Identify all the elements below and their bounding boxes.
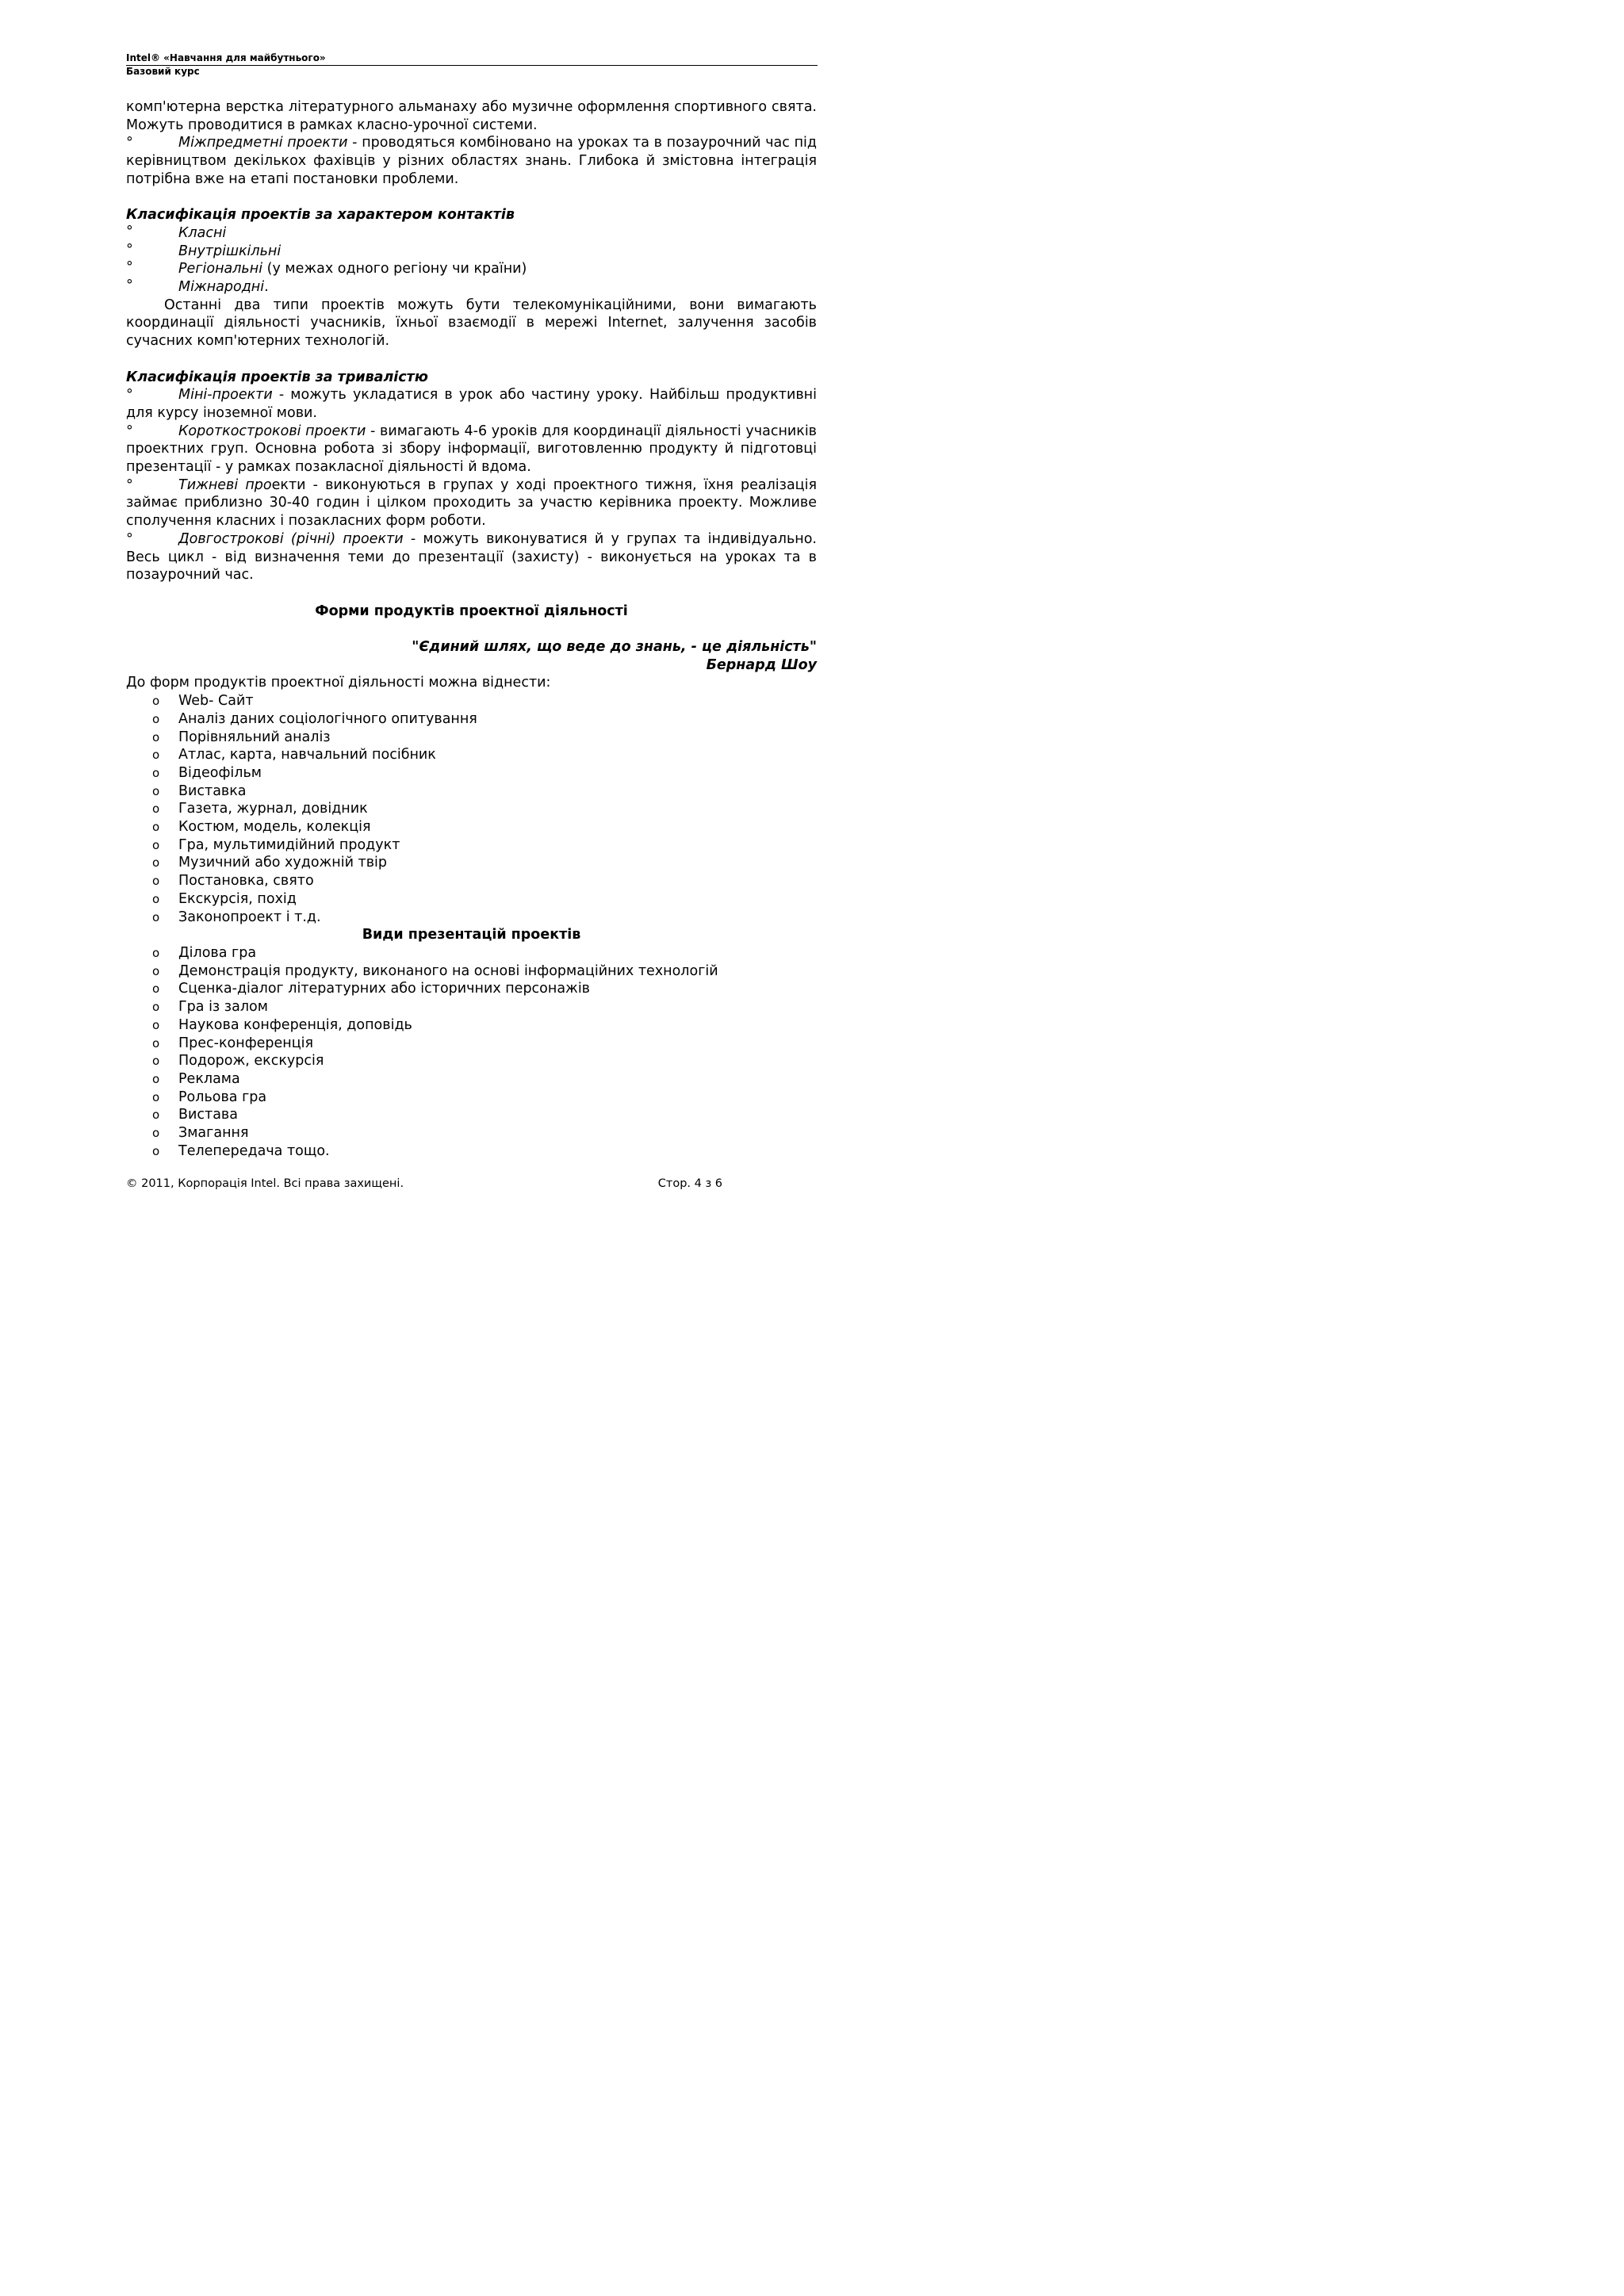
copyright: © 2011, Корпорація Intel. Всі права захищені. — [126, 1177, 404, 1190]
interdisciplinary-term: Міжпредметні проекти — [178, 135, 348, 151]
list-item: o Вистава — [126, 1106, 817, 1124]
contacts-heading: Класифікація проектів за характером контактів — [126, 207, 515, 224]
list-item: o Прес-конференція — [126, 1035, 817, 1053]
degree-bullet: ° — [126, 387, 133, 404]
document-page — [0, 0, 868, 1226]
list-item: o Змагання — [126, 1124, 817, 1142]
degree-bullet: ° — [126, 530, 133, 547]
list-item: o Постановка, свято — [126, 872, 817, 890]
list-item: o Екскурсія, похід — [126, 890, 817, 909]
products-list — [126, 692, 817, 926]
list-item: o Законопроект і т.д. — [126, 909, 817, 927]
contacts-list — [126, 224, 817, 297]
list-item: o Костюм, модель, колекція — [126, 818, 817, 836]
duration-item: ° Тижневі проекти - виконуються в групах у ході проектного тижня, їхня реалізація займає приблизно 30-40 годин і цілком проходить за участю керівника проекту. Можливе сполучення класних і позакласних форм роботи. — [126, 476, 817, 530]
list-item: o Сценка-діалог літературних або історичних персонажів — [126, 980, 817, 998]
products-title: Форми продуктів проектної діяльності — [315, 603, 628, 619]
page-footer — [126, 1177, 722, 1191]
page-number: Стор. 4 з 6 — [657, 1177, 722, 1190]
list-item: o Аналіз даних соціологічного опитування — [126, 710, 817, 729]
list-item: o Web- Сайт — [126, 692, 817, 710]
list-item: o Демонстрація продукту, виконаного на основі інформаційних технологій — [126, 962, 817, 981]
list-item: o Гра, мультимидійний продукт — [126, 836, 817, 855]
list-item: o Виставка — [126, 783, 817, 801]
list-item: o Рольова гра — [126, 1089, 817, 1107]
list-item: o Порівняльний аналіз — [126, 729, 817, 747]
interdisciplinary-paragraph — [126, 134, 817, 188]
degree-bullet: ° — [126, 223, 133, 239]
list-item: o Відеофільм — [126, 764, 817, 783]
list-item: ° Внутрішкільні — [126, 241, 282, 259]
quote: "Єдиний шлях, що веде до знань, - це діяльність" — [412, 639, 817, 656]
list-item: o Подорож, екскурсія — [126, 1052, 817, 1070]
duration-item: ° Короткострокові проекти - вимагають 4-6 уроків для координації діяльності учасників проектних груп. Основна робота зі збору інформації, виготовленню продукту й підготовці презентації - у рамках позакласної діяльності й вдома. — [126, 423, 817, 476]
page-content — [126, 98, 817, 1160]
degree-bullet: ° — [126, 277, 133, 294]
products-lead: До форм продуктів проектної діяльності можна віднести: — [126, 675, 551, 691]
list-item: ° Класні — [126, 223, 227, 241]
list-item: ° Регіональні (у межах одного регіону чи країни) — [126, 259, 527, 277]
header-title: Intel® «Навчання для майбутнього» — [126, 52, 818, 66]
degree-bullet: ° — [126, 476, 133, 493]
page-header — [126, 52, 818, 78]
contacts-note: Останні два типи проектів можуть бути телекомунікаційними, вони вимагають координації діяльності учасників, їхньої взаємодії в мережі Internet, залучення засобів сучасних комп'ютерних технологій. — [126, 297, 817, 350]
quote-author: Бернард Шоу — [706, 656, 817, 673]
degree-bullet: ° — [126, 241, 133, 258]
list-item: o Телепередача тощо. — [126, 1142, 817, 1161]
list-item: ° Міжнародні. — [126, 277, 269, 296]
duration-heading: Класифікація проектів за тривалістю — [126, 369, 428, 385]
degree-bullet: ° — [126, 135, 133, 151]
list-item: o Ділова гра — [126, 944, 817, 962]
header-subtitle: Базовий курс — [126, 66, 200, 77]
duration-item: ° Довгострокові (річні) проекти - можуть виконуватися й у групах та індивідуально. Весь цикл - від визначення теми до презентації (захисту) - виконується на уроках та в позаурочний час. — [126, 530, 817, 584]
interdisciplinary-text: - проводяться комбіновано на уроках та в позаурочний час під керівництвом декількох фахівців у різних областях знань. Глибока й змістовна інтеграція потрібна вже на етапі постановки проблеми. — [126, 135, 818, 187]
list-item: o Музичний або художній твір — [126, 854, 817, 872]
list-item: o Гра із залом — [126, 998, 817, 1016]
degree-bullet: ° — [126, 259, 133, 276]
duration-item: ° Міні-проекти - можуть укладатися в урок або частину уроку. Найбільш продуктивні для курсу іноземної мови. — [126, 387, 817, 421]
presentations-list — [126, 944, 817, 1160]
list-item: o Атлас, карта, навчальний посібник — [126, 746, 817, 764]
intro-continuation: комп'ютерна верстка літературного альманаху або музичне оформлення спортивного свята. Можуть проводитися в рамках класно-урочної системи. — [126, 99, 817, 133]
presentations-title: Види презентацій проектів — [362, 927, 581, 943]
list-item: o Газета, журнал, довідник — [126, 800, 817, 818]
degree-bullet: ° — [126, 423, 133, 439]
list-item: o Наукова конференція, доповідь — [126, 1016, 817, 1035]
list-item: o Реклама — [126, 1070, 817, 1089]
